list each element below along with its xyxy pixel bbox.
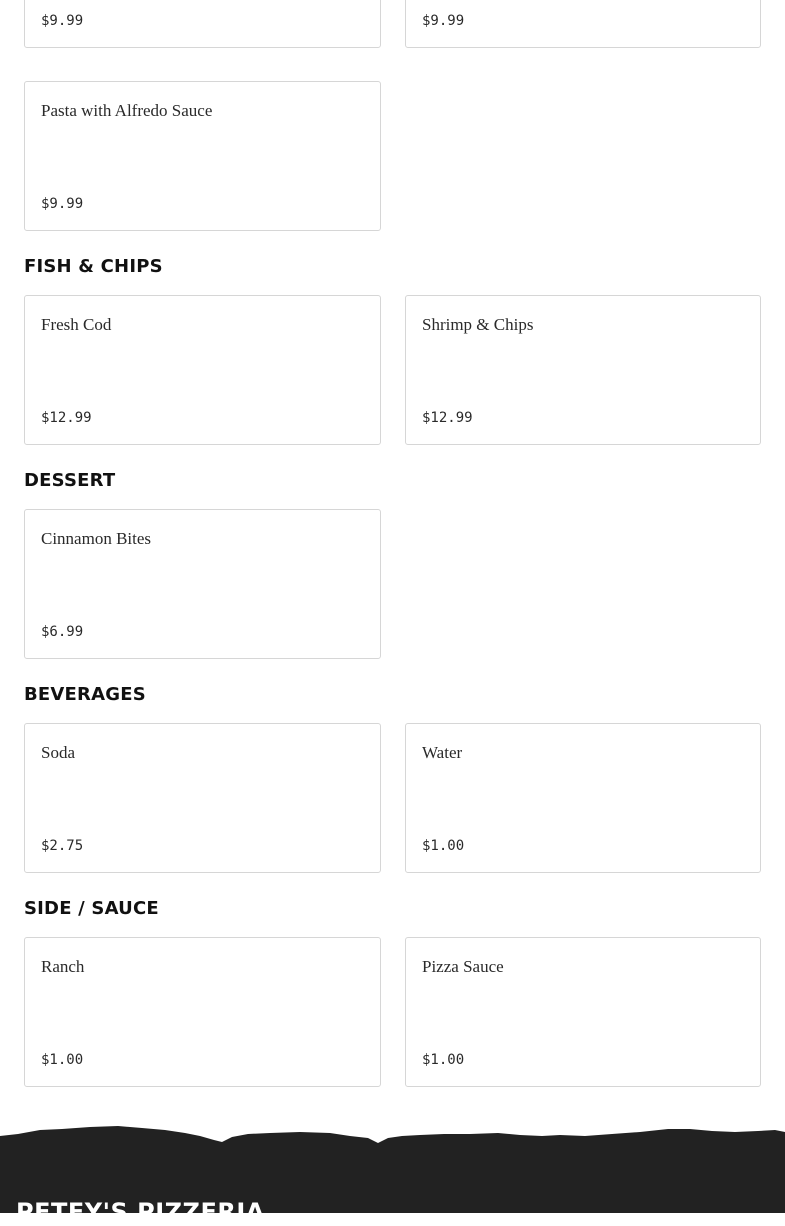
menu-item-price: $9.99 [41, 13, 84, 29]
menu-item-name: Fresh Cod [41, 315, 112, 334]
menu-item-card[interactable] [405, 0, 761, 48]
menu-item-name: Cinnamon Bites [41, 529, 152, 548]
section-title-side-sauce: SIDE / SAUCE [24, 898, 159, 919]
section-title-dessert: DESSERT [24, 470, 116, 491]
section-title-fish-chips: FISH & CHIPS [24, 256, 163, 277]
footer-brand: PETEY'S PIZZERIA [16, 1198, 265, 1226]
section-title-beverages: BEVERAGES [24, 684, 146, 705]
menu-item-name: Ranch [41, 957, 85, 976]
menu-item-fresh-cod[interactable] [24, 295, 381, 445]
menu-item-name: Pasta with Alfredo Sauce [41, 101, 213, 120]
menu-item-price: $12.99 [422, 410, 473, 426]
menu-item-price: $1.00 [422, 1052, 465, 1068]
menu-item-ranch[interactable] [24, 937, 381, 1087]
menu-item-soda[interactable] [24, 723, 381, 873]
menu-item-price: $12.99 [41, 410, 92, 426]
menu-item-price: $2.75 [41, 838, 84, 854]
menu-item-water[interactable] [405, 723, 761, 873]
menu-item-price: $9.99 [41, 196, 84, 212]
menu-item-name: Shrimp & Chips [422, 315, 534, 334]
menu-item-name: Water [422, 743, 463, 762]
menu-item-price: $1.00 [422, 838, 465, 854]
menu-item-pasta-alfredo[interactable] [24, 81, 381, 231]
menu-item-name: Soda [41, 743, 75, 762]
menu-item-name: Pizza Sauce [422, 957, 504, 976]
menu-item-cinnamon-bites[interactable] [24, 509, 381, 659]
menu-item-price: $6.99 [41, 624, 84, 640]
menu-item-shrimp-chips[interactable] [405, 295, 761, 445]
menu-item-card[interactable] [24, 0, 381, 48]
menu-item-pizza-sauce[interactable] [405, 937, 761, 1087]
menu-item-price: $1.00 [41, 1052, 84, 1068]
menu-item-price: $9.99 [422, 13, 465, 29]
